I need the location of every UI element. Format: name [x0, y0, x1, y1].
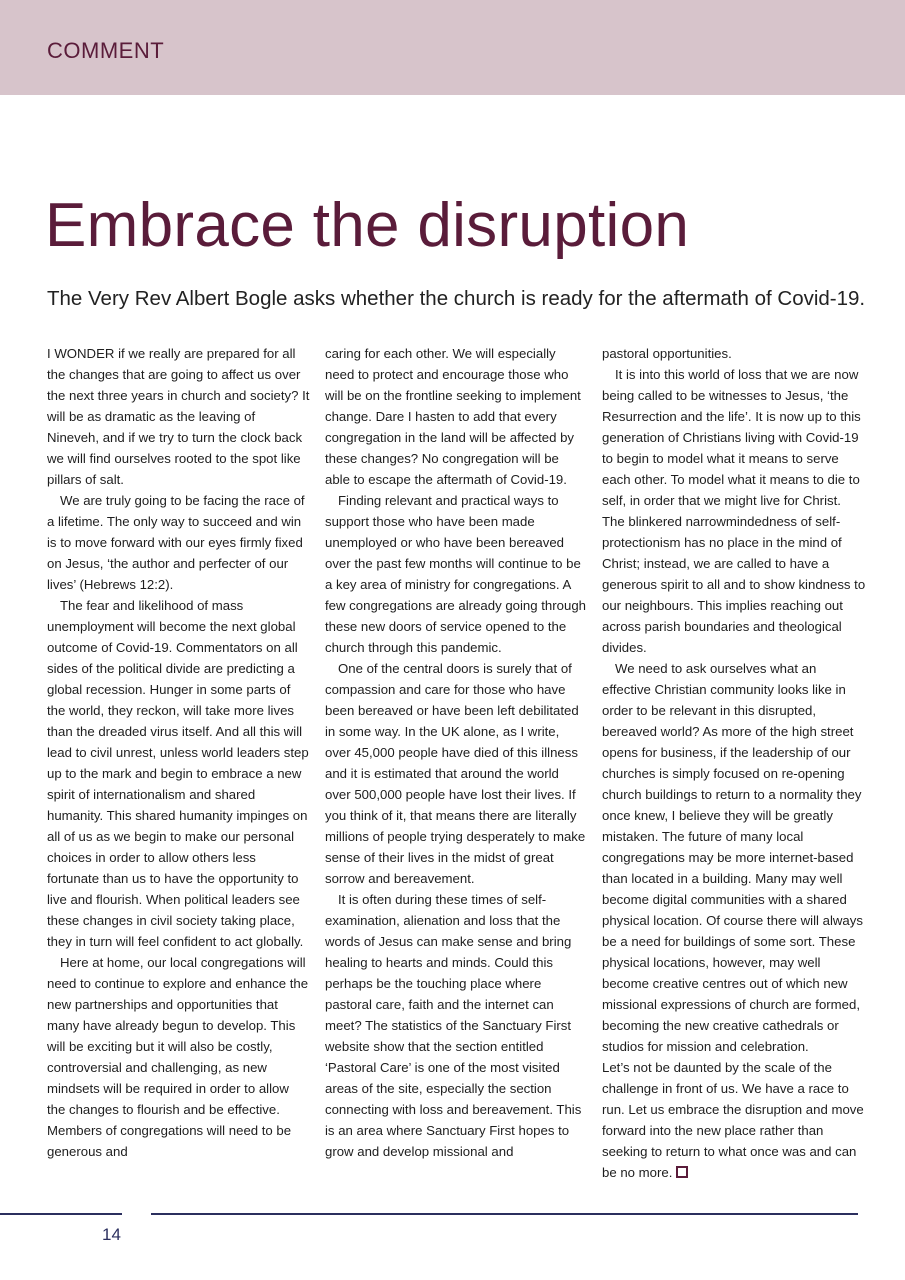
page-number: 14: [102, 1225, 121, 1244]
paragraph: The fear and likelihood of mass unemployment will become the next global outcome of Covid-19. Commentators on all sides of the political divide are predicting a global recession. Hunger in some parts of the world, they reckon, will take more lives than the dreaded virus itself. And all this will lead to civil unrest, unless world leaders step up to the mark and begin to embrace a new spirit of internationalism and shared humanity. This shared humanity impinges on all of us as we begin to make our personal choices in order to allow others less fortunate than us to have the opportunity to live and flourish. When political leaders see these changes in civil society taking place, they in turn will feel confident to act globally.: [47, 598, 309, 949]
paragraph: It is into this world of loss that we are now being called to be witnesses to Jesus, ‘the Resurrection and the life’. It is now up to this generation of Christians living with Covid-19 to begin to model what it means to serve each other. To model what it means to die to self, in order that we might live for Christ. The blinkered narrowmindedness of self-protectionism has no place in the mind of Christ; instead, we are called to have a generous spirit to all and to show kindness to our neighbours. This implies reaching out across parish boundaries and theological divides.: [602, 367, 866, 655]
footer-rule-right: [151, 1213, 858, 1215]
article-column-1: [47, 343, 310, 1162]
paragraph-final: [602, 1057, 866, 1183]
paragraph: We are truly going to be facing the race of a lifetime. The only way to succeed and win is to move forward with our eyes firmly fixed on Jesus, ‘the author and perfecter of our lives’ (Hebrews 12:2).: [47, 493, 305, 592]
paragraph: We need to ask ourselves what an effective Christian community looks like in order to be relevant in this disrupted, bereaved world? As more of the high street opens for business, if the leadership of our churches is simply focused on re-opening church buildings to return to a normality they once knew, I believe they will be greatly mistaken. The future of many local congregations may be more internet-based than located in a building. Many may well become digital communities with a shared physical location. Of course there will always be a need for buildings of some sort. These physical locations, however, may well become creative centres out of which new missional expressions of church are formed, becoming the new creative cathedrals or studios for mission and celebration.: [602, 661, 863, 1054]
paragraph-final-text: Let’s not be daunted by the scale of the challenge in front of us. We have a race to run. Let us embrace the disruption and move forward into the new place rather than seeking to return to what once was and can be no more.: [602, 1060, 864, 1180]
footer-rule-left: [0, 1213, 122, 1215]
paragraph: Here at home, our local congregations will need to continue to explore and enhance the new partnerships and opportunities that many have already begun to develop. This will be exciting but it will also be costly, controversial and challenging, as new mindsets will be required in order to allow the changes to flourish and be effective. Members of congregations will need to be generous and: [47, 955, 309, 1159]
article-standfirst: The Very Rev Albert Bogle asks whether the church is ready for the aftermath of Covid-19.: [47, 287, 866, 310]
end-of-article-icon: [676, 1166, 688, 1178]
paragraph: Finding relevant and practical ways to support those who have been made unemployed or who have been bereaved over the past few months will continue to be a key area of ministry for congregations. A few congregations are already going through these new doors of service opened to the church through this pandemic.: [325, 493, 586, 655]
paragraph: I WONDER if we really are prepared for all the changes that are going to affect us over the next three years in church and society? It will be as dramatic as the leaving of Nineveh, and if we try to turn the clock back we will find ourselves rooted to the spot like pillars of salt.: [47, 346, 310, 487]
article-column-3: [602, 343, 866, 1183]
section-label: COMMENT: [47, 38, 165, 63]
paragraph: caring for each other. We will especially need to protect and encourage those who will be on the frontline seeking to implement change. Dare I hasten to add that every congregation in the land will be affected by these changes? No congregation will be able to escape the aftermath of Covid-19.: [325, 346, 581, 487]
paragraph: pastoral opportunities.: [602, 346, 732, 361]
article-title: Embrace the disruption: [45, 191, 690, 260]
paragraph: One of the central doors is surely that of compassion and care for those who have been bereaved or have been left debilitated in some way. In the UK alone, as I write, over 45,000 people have died of this illness and it is estimated that around the world over 500,000 people have lost their lives. If you think of it, that means there are literally millions of people trying desperately to make sense of their lives in the midst of great sorrow and bereavement.: [325, 661, 586, 886]
paragraph: It is often during these times of self-examination, alienation and loss that the words of Jesus can make sense and bring healing to hearts and minds. Could this perhaps be the touching place where pastoral care, faith and the internet can meet? The statistics of the Sanctuary First website show that the section entitled ‘Pastoral Care’ is one of the most visited areas of the site, especially the section connecting with loss and bereavement. This is an area where Sanctuary First hopes to grow and develop missional and: [325, 892, 582, 1159]
article-column-2: [325, 343, 587, 1162]
